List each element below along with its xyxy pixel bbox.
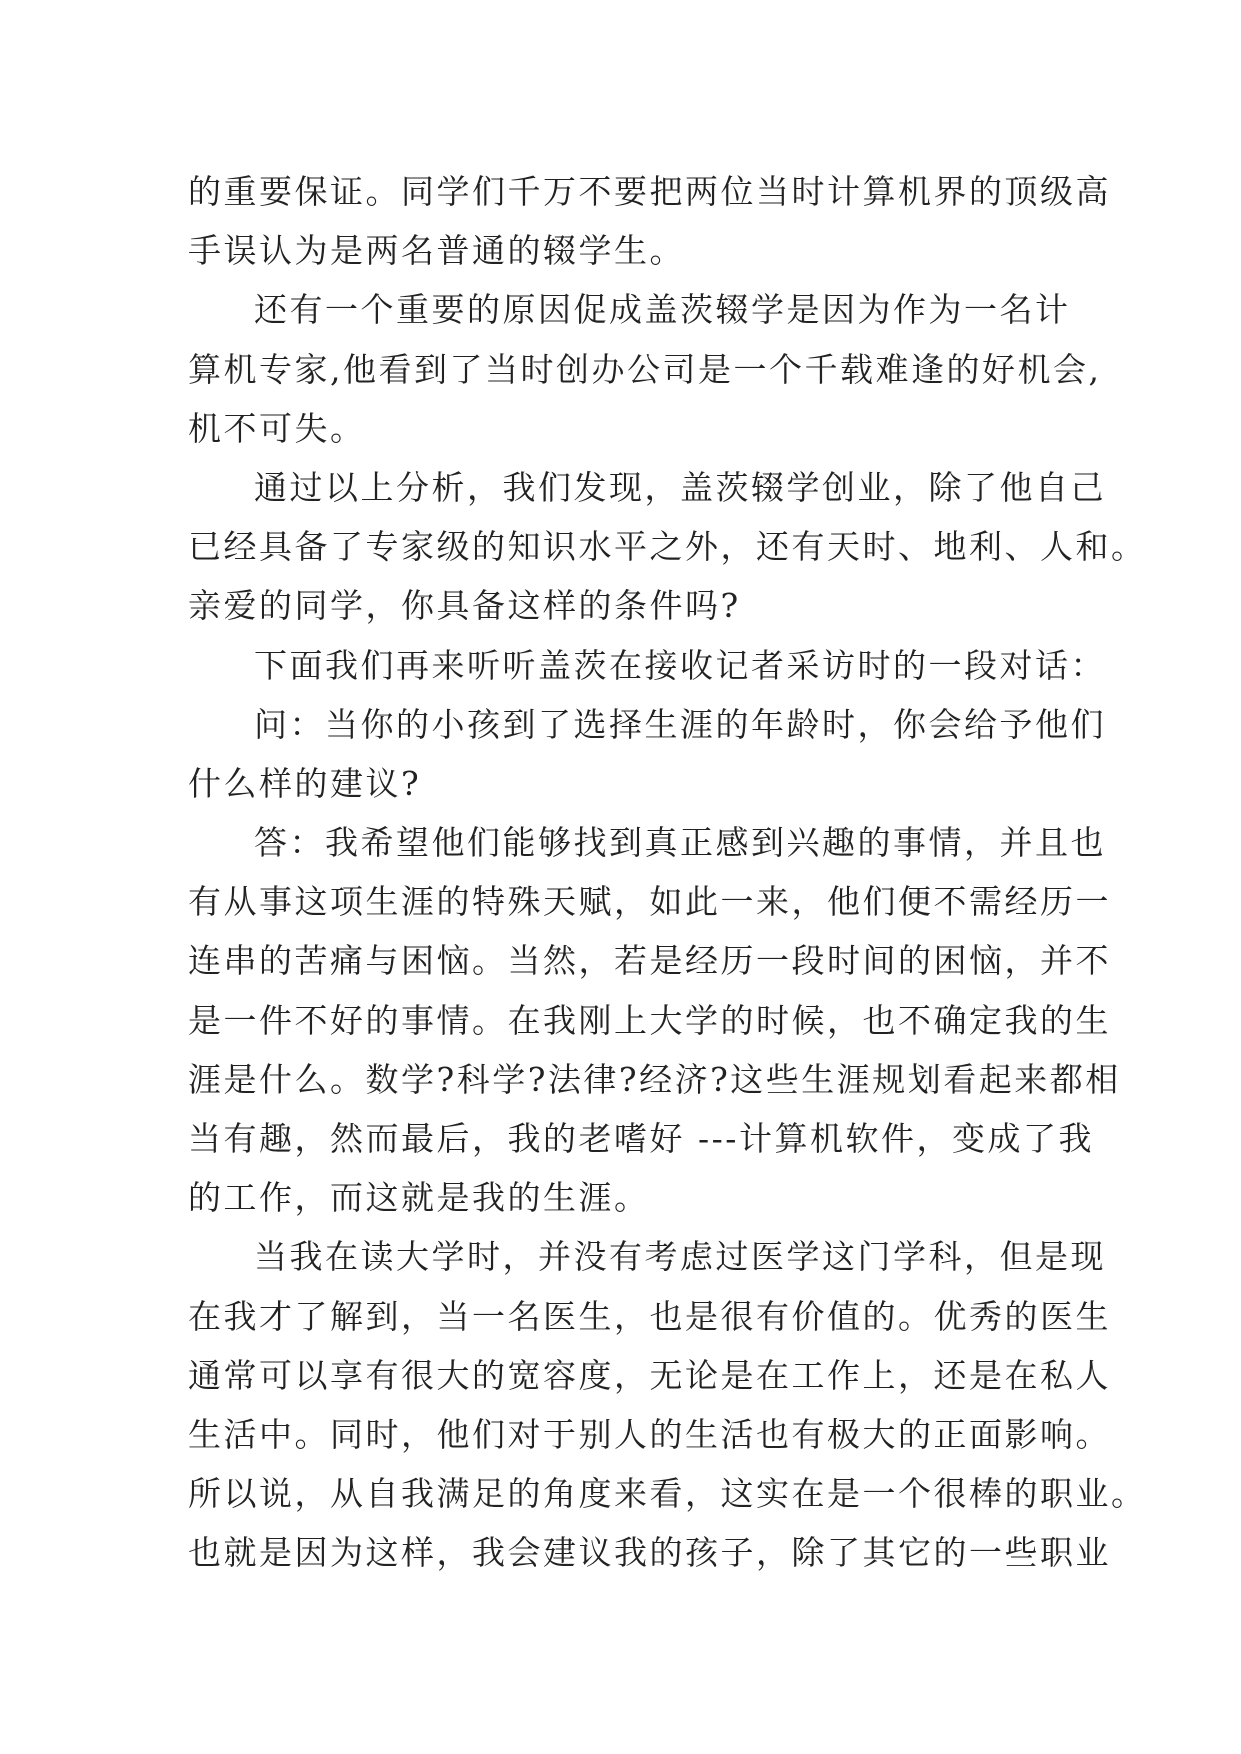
- body-text: [188, 162, 1147, 1583]
- text-line: 通常可以享有很大的宽容度，无论是在工作上，还是在私人: [188, 1355, 1111, 1395]
- text-line: 已经具备了专家级的知识水平之外，还有天时、地利、人和。: [188, 527, 1147, 567]
- text-line: 所以说，从自我满足的角度来看，这实在是一个很棒的职业。: [188, 1474, 1147, 1514]
- text-line: 手误认为是两名普通的辍学生。: [188, 231, 685, 271]
- text-line: 连串的苦痛与困恼。当然，若是经历一段时间的困恼，并不: [188, 941, 1111, 981]
- text-line: 问：当你的小孩到了选择生涯的年龄时，你会给予他们: [254, 704, 1106, 744]
- text-line: 通过以上分析，我们发现，盖茨辍学创业，除了他自己: [254, 467, 1106, 507]
- text-line: 也就是因为这样，我会建议我的孩子，除了其它的一些职业: [188, 1533, 1111, 1573]
- text-line: 的重要保证。同学们千万不要把两位当时计算机界的顶级高: [188, 172, 1111, 211]
- text-line: 机不可失。: [188, 408, 366, 448]
- text-line: 当有趣，然而最后，我的老嗜好 ---计算机软件，变成了我: [188, 1119, 1094, 1158]
- text-line: 答：我希望他们能够找到真正感到兴趣的事情，并且也: [254, 823, 1106, 863]
- text-line: 在我才了解到，当一名医生，也是很有价值的。优秀的医生: [188, 1296, 1111, 1336]
- text-line: 生活中。同时，他们对于别人的生活也有极大的正面影响。: [188, 1414, 1111, 1454]
- text-line: 什么样的建议?: [188, 763, 422, 803]
- text-line: 是一件不好的事情。在我刚上大学的时候，也不确定我的生: [188, 1000, 1111, 1040]
- text-line: 还有一个重要的原因促成盖茨辍学是因为作为一名计: [254, 290, 1071, 330]
- text-line: 算机专家,他看到了当时创办公司是一个千载难逢的好机会,: [188, 349, 1102, 389]
- text-line: 的工作，而这就是我的生涯。: [188, 1178, 650, 1218]
- text-line: 当我在读大学时，并没有考虑过医学这门学科，但是现: [254, 1237, 1106, 1277]
- text-line: 亲爱的同学，你具备这样的条件吗?: [188, 586, 741, 626]
- text-line: 有从事这项生涯的特殊天赋，如此一来，他们便不需经历一: [188, 882, 1111, 922]
- text-line: 涯是什么。数学?科学?法律?经济?这些生涯规划看起来都相: [188, 1059, 1121, 1099]
- text-line: 下面我们再来听听盖茨在接收记者采访时的一段对话：: [254, 645, 1106, 685]
